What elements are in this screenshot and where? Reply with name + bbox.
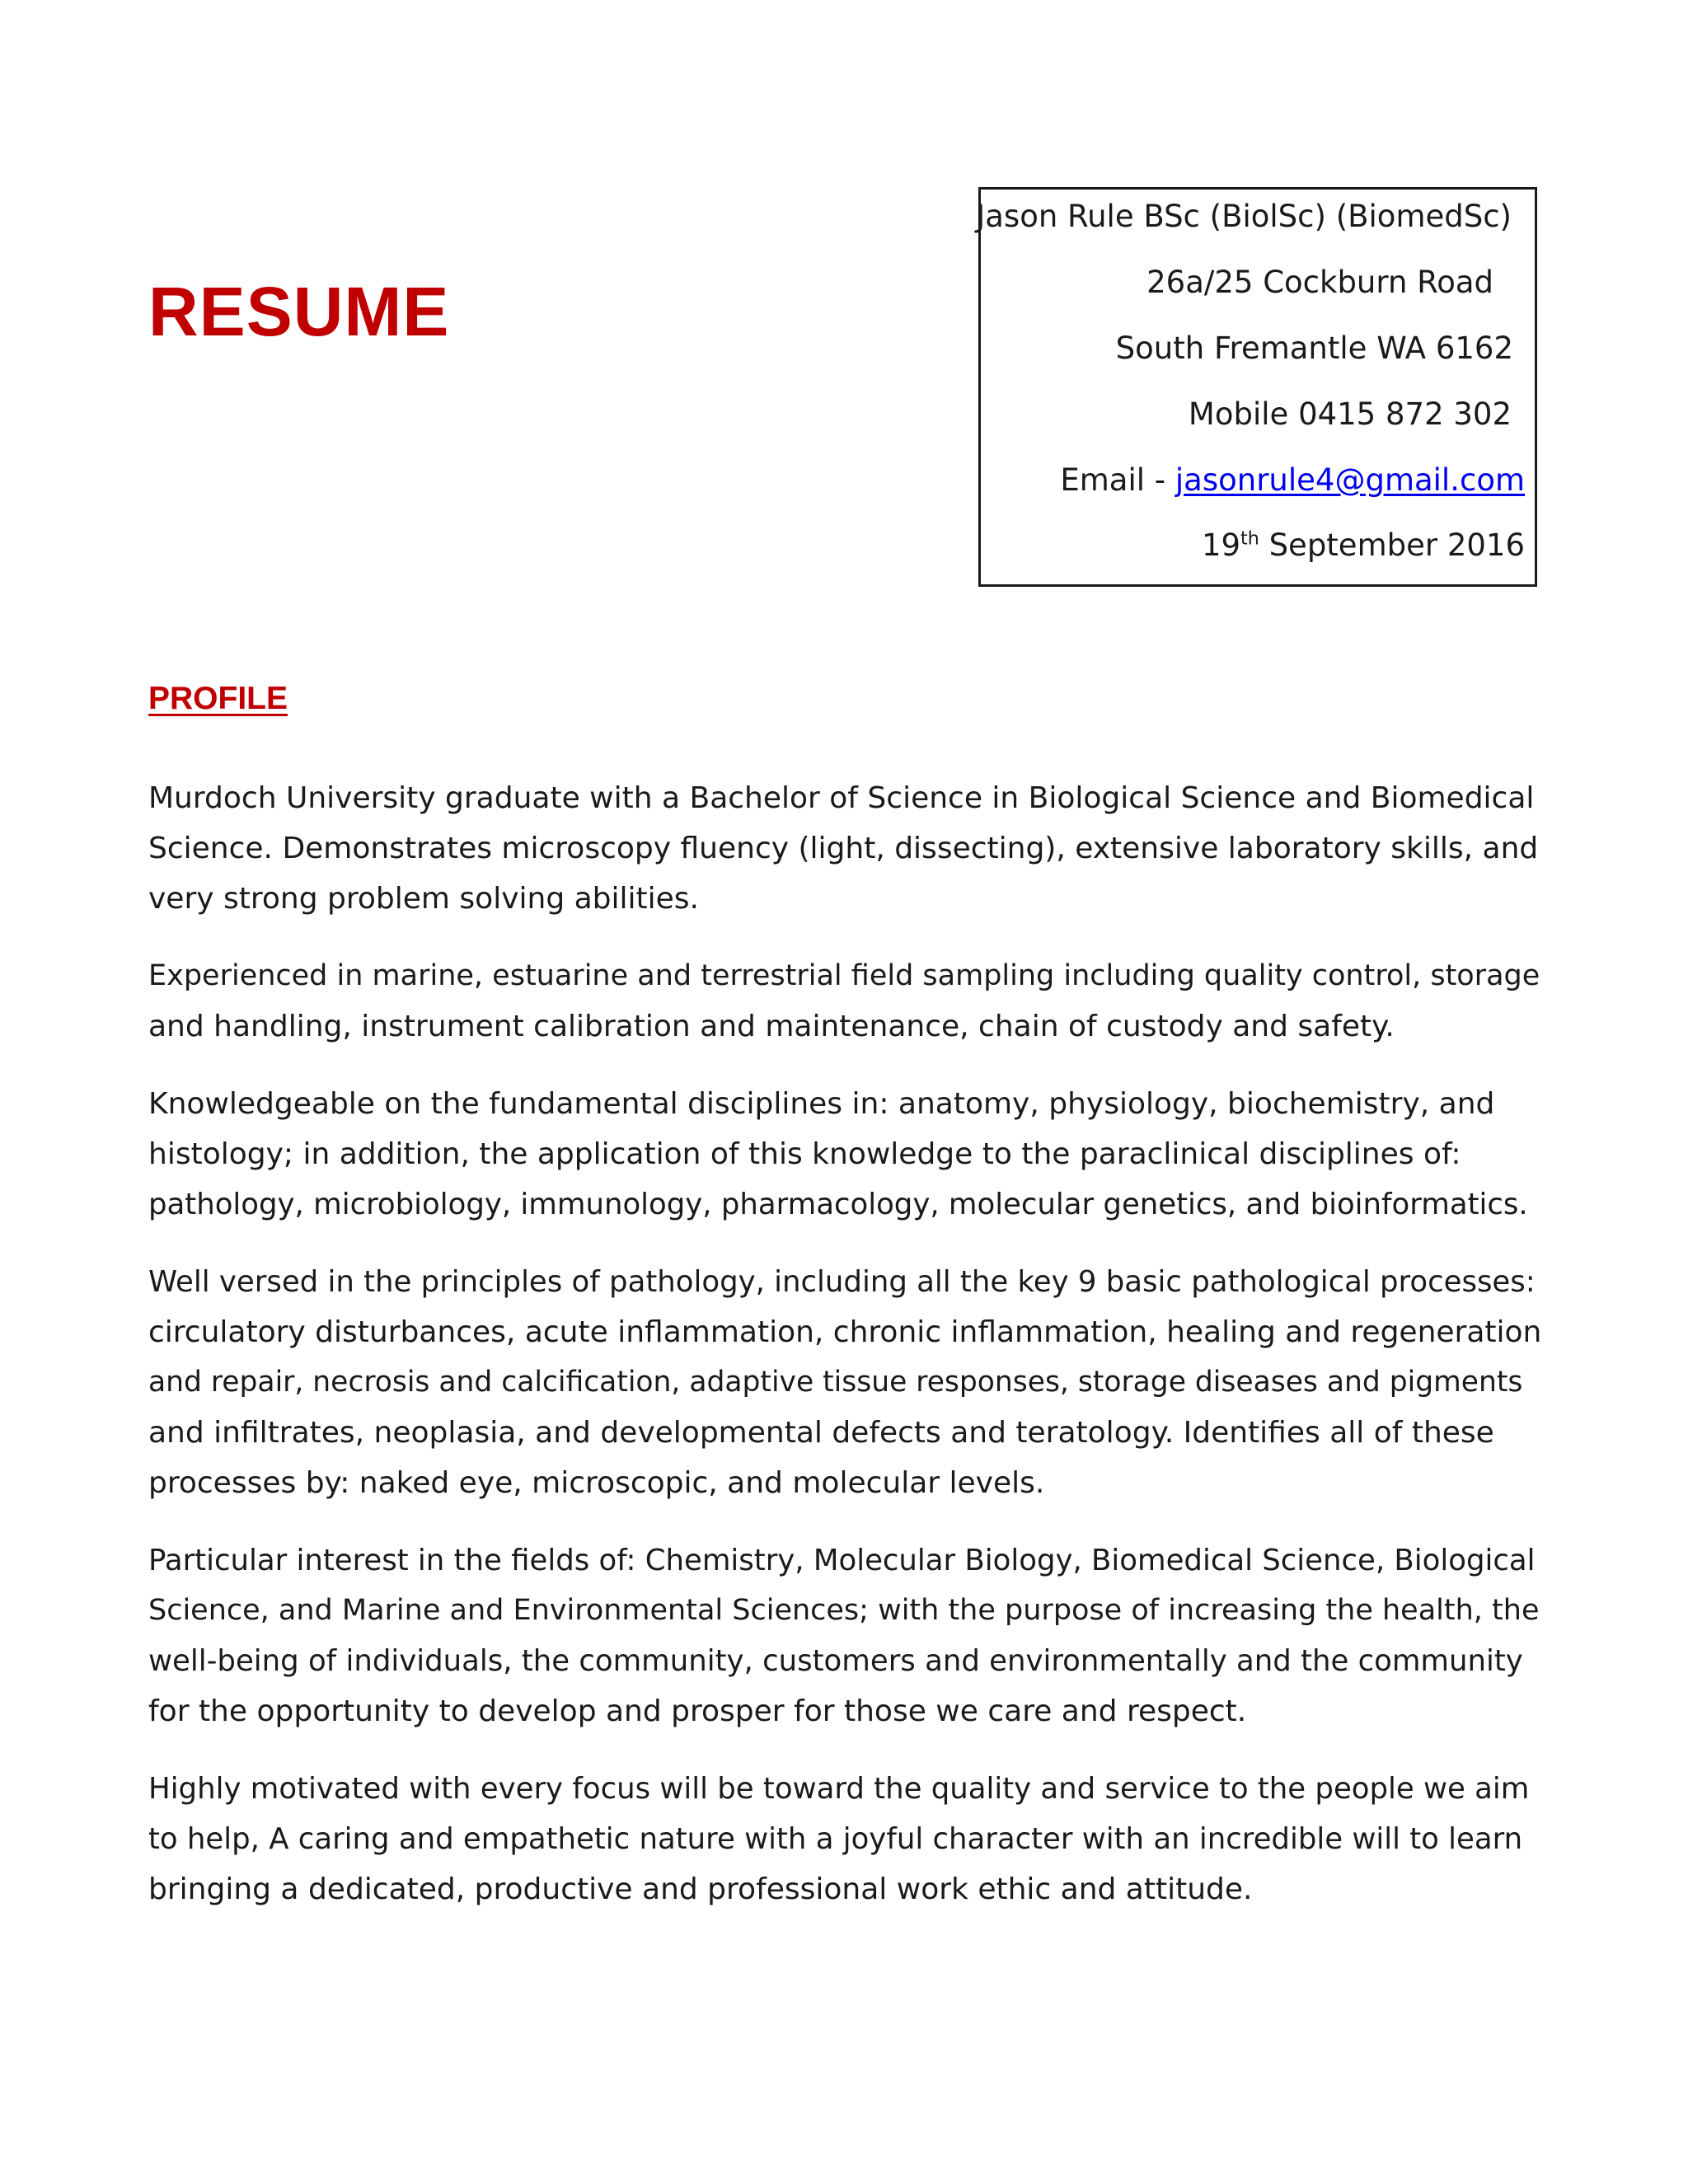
mobile-number: 0415 872 302 xyxy=(1298,396,1512,432)
profile-line: very strong problem solving abilities. xyxy=(148,882,700,916)
profile-paragraph xyxy=(148,1535,1541,1736)
profile-line: Science. Demonstrates microscopy fluency (light, dissecting), extensive laboratory skills, and xyxy=(148,832,1539,865)
profile-paragraph xyxy=(148,1764,1541,1915)
profile-line: Murdoch University graduate with a Bachelor of Science in Biological Science and Biomedical xyxy=(148,781,1535,815)
profile-line: Experienced in marine, estuarine and terrestrial field sampling including quality control, storage xyxy=(148,959,1540,992)
profile-body xyxy=(148,773,1541,1942)
profile-paragraph xyxy=(148,951,1541,1052)
page-title: RESUME xyxy=(148,273,450,350)
contact-name: Jason Rule BSc (BiolSc) (BiomedSc) xyxy=(976,199,1512,234)
contact-address-line2: South Fremantle WA 6162 xyxy=(1115,330,1513,366)
contact-email xyxy=(1060,462,1525,498)
profile-line: Well versed in the principles of pathology, including all the key 9 basic pathological processes: xyxy=(148,1265,1536,1299)
profile-paragraph xyxy=(148,1079,1541,1230)
profile-line: and handling, instrument calibration and maintenance, chain of custody and safety. xyxy=(148,1010,1395,1043)
contact-mobile xyxy=(1188,396,1512,432)
profile-line: and infiltrates, neoplasia, and developmental defects and teratology. Identifies all of these xyxy=(148,1416,1494,1450)
profile-line: to help, A caring and empathetic nature with a joyful character with an incredible will to learn xyxy=(148,1822,1523,1856)
email-label: Email - xyxy=(1060,462,1166,498)
profile-line: bringing a dedicated, productive and professional work ethic and attitude. xyxy=(148,1872,1253,1906)
profile-line: well-being of individuals, the community, customers and environmentally and the community xyxy=(148,1644,1523,1678)
profile-paragraph xyxy=(148,1257,1541,1508)
profile-line: histology; in addition, the application of this knowledge to the paraclinical disciplines of: xyxy=(148,1137,1461,1171)
contact-date xyxy=(1201,527,1525,563)
profile-line: for the opportunity to develop and prosper for those we care and respect. xyxy=(148,1694,1247,1728)
profile-line: Particular interest in the fields of: Chemistry, Molecular Biology, Biomedical Science, Biological xyxy=(148,1544,1536,1577)
date-rest: September 2016 xyxy=(1268,527,1525,563)
email-link[interactable]: jasonrule4@gmail.com xyxy=(1175,462,1525,498)
profile-line: Highly motivated with every focus will be toward the quality and service to the people we aim xyxy=(148,1772,1530,1806)
profile-heading: PROFILE xyxy=(148,681,288,716)
contact-address-line1: 26a/25 Cockburn Road xyxy=(1146,265,1493,300)
date-day: 19 xyxy=(1201,527,1241,563)
profile-line: processes by: naked eye, microscopic, and molecular levels. xyxy=(148,1466,1045,1500)
date-suffix: th xyxy=(1240,527,1259,550)
profile-paragraph xyxy=(148,773,1541,924)
profile-line: Science, and Marine and Environmental Sciences; with the purpose of increasing the health, the xyxy=(148,1594,1540,1627)
contact-box xyxy=(978,187,1537,587)
profile-line: circulatory disturbances, acute inflammation, chronic inflammation, healing and regeneration xyxy=(148,1315,1542,1349)
profile-line: Knowledgeable on the fundamental disciplines in: anatomy, physiology, biochemistry, and xyxy=(148,1087,1495,1121)
profile-line: and repair, necrosis and calcification, adaptive tissue responses, storage diseases and pigments xyxy=(148,1366,1523,1399)
mobile-label: Mobile xyxy=(1188,396,1289,432)
profile-line: pathology, microbiology, immunology, pharmacology, molecular genetics, and bioinformatics. xyxy=(148,1188,1528,1221)
